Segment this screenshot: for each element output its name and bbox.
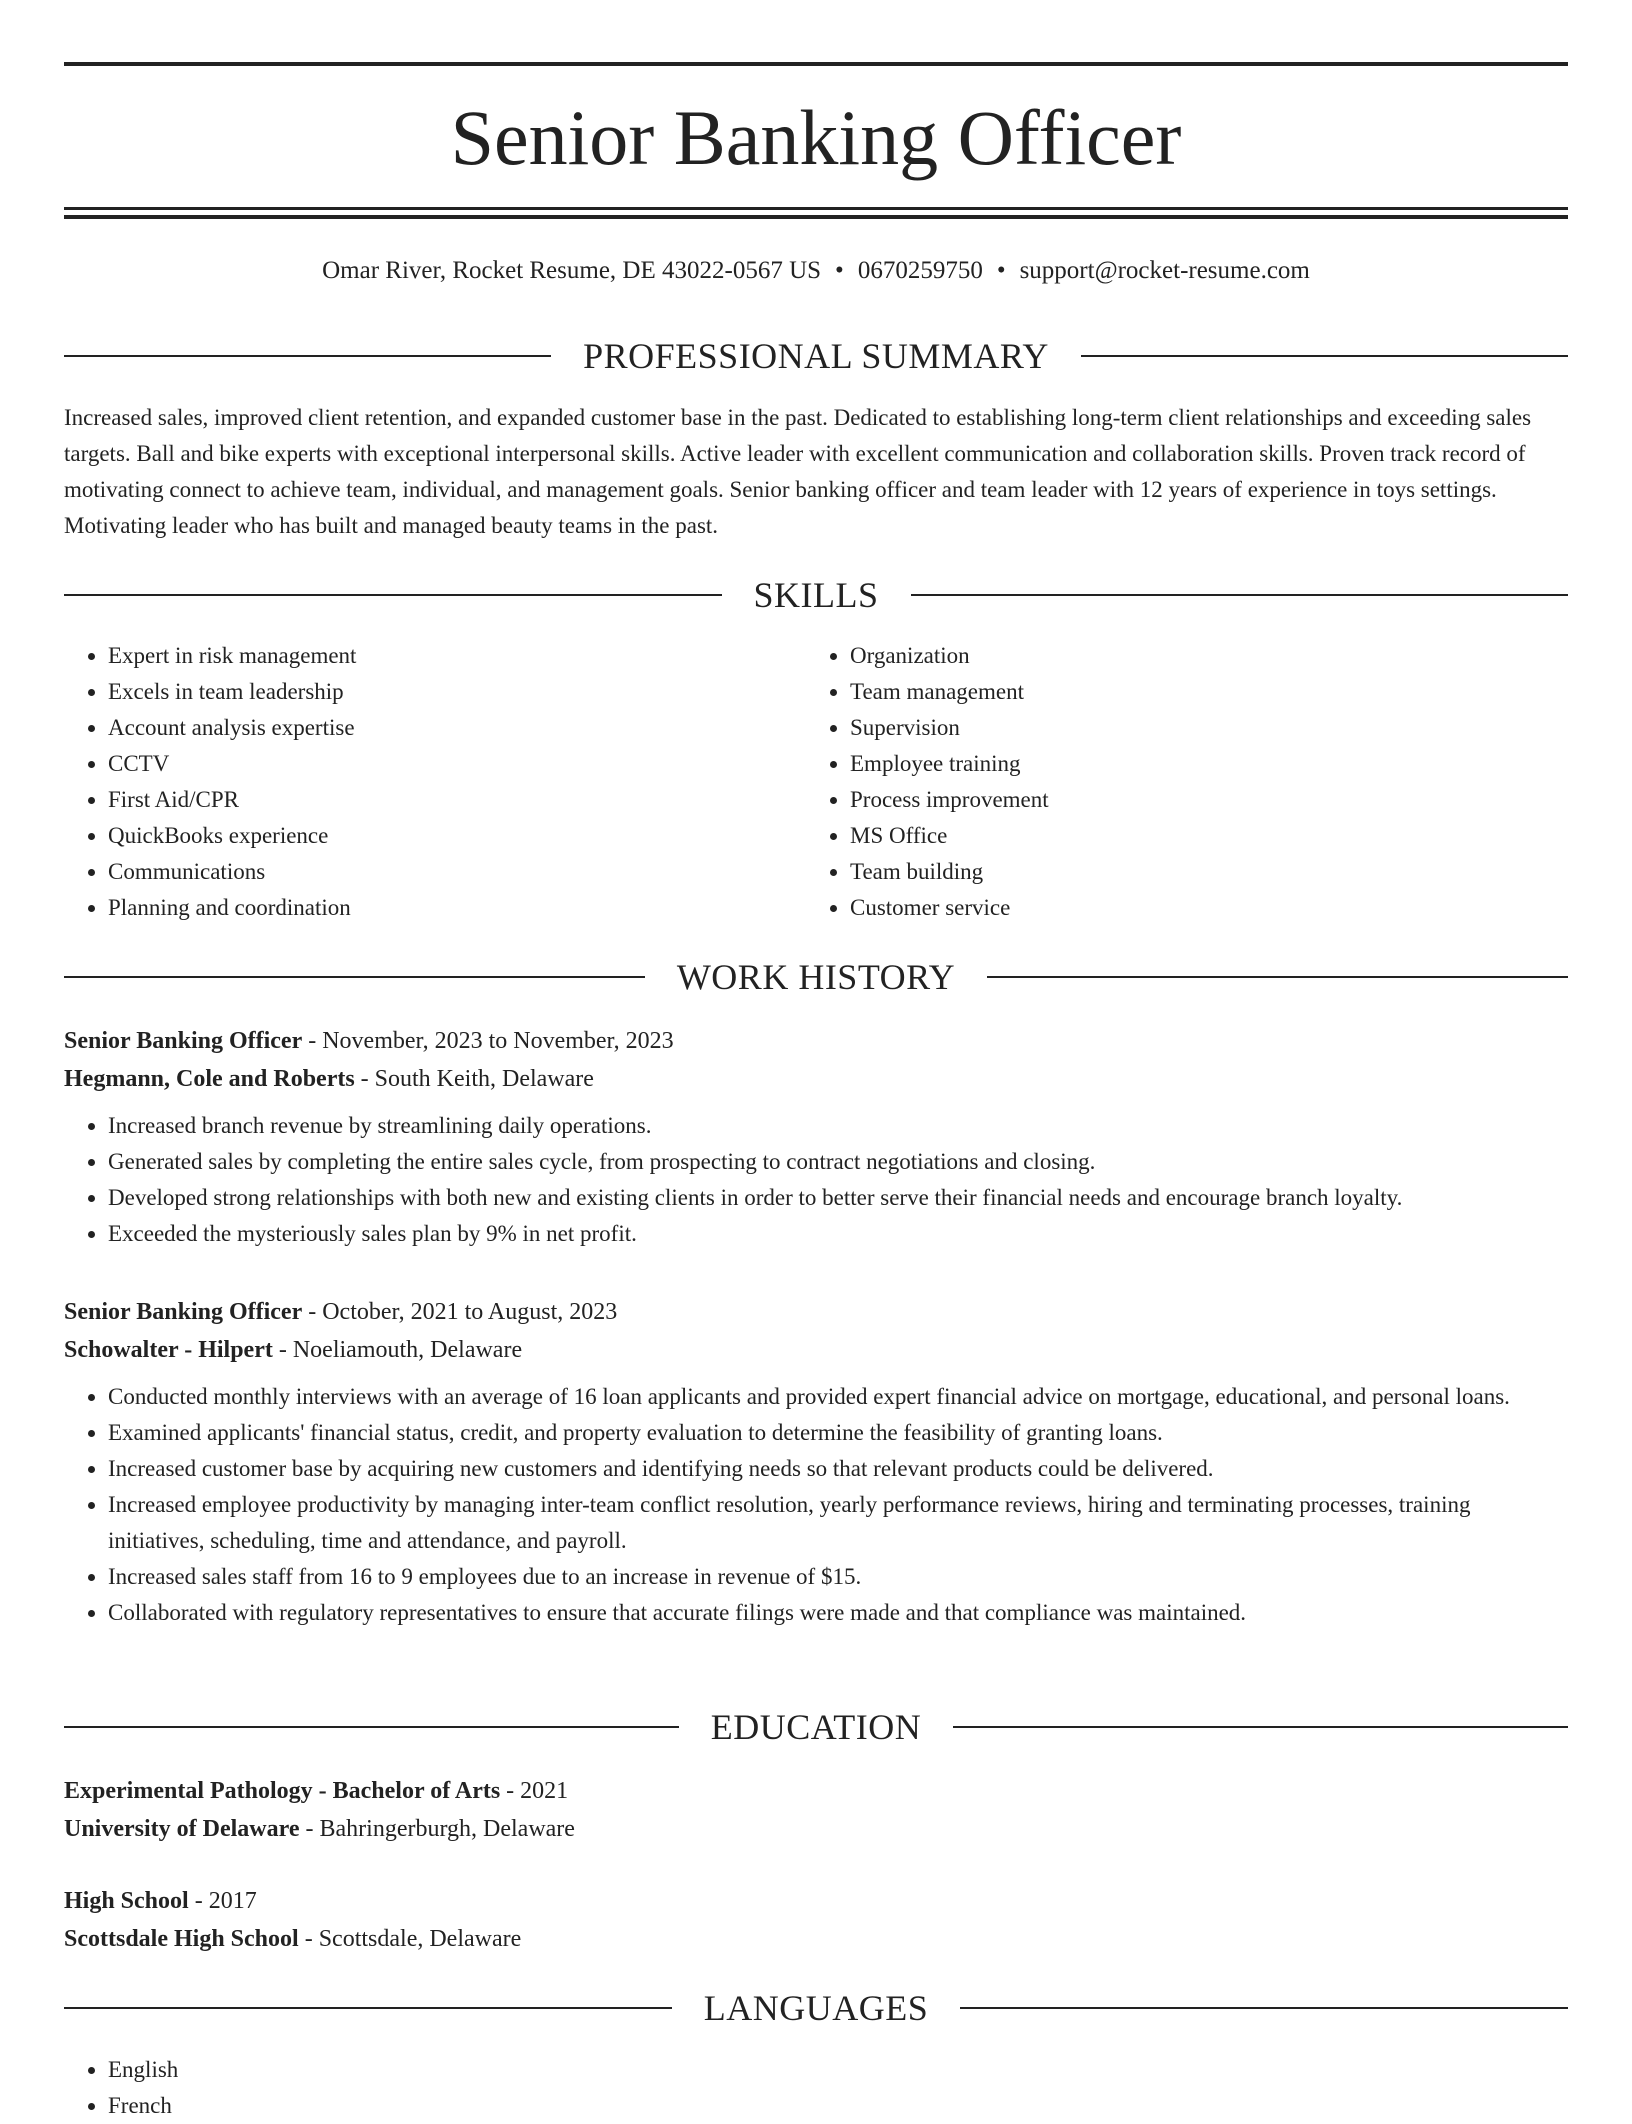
education-degree-line xyxy=(64,1882,1568,1920)
languages-list xyxy=(64,2052,1568,2124)
contact-phone: 0670259750 xyxy=(857,257,983,284)
resume-title: Senior Banking Officer xyxy=(450,94,1182,181)
job-company: Hegmann, Cole and Roberts xyxy=(64,1066,355,1092)
job-title: Senior Banking Officer xyxy=(64,1299,303,1325)
education-school-line xyxy=(64,1810,1568,1848)
job-bullets xyxy=(64,1379,1568,1631)
education-location: - Bahringerburgh, Delaware xyxy=(299,1816,575,1842)
skill-item: • Organization xyxy=(850,638,1546,674)
skill-item: • Team building xyxy=(850,854,1546,890)
skill-item: • Employee training xyxy=(850,746,1546,782)
divider-line xyxy=(64,594,722,596)
job-bullets xyxy=(64,1108,1568,1252)
job-title-line xyxy=(64,1293,1568,1331)
section-title-skills: SKILLS xyxy=(753,575,879,615)
job-bullet: • Examined applicants' financial status, credit, and property evaluation to determine the feasibility of granting loans. xyxy=(108,1415,1568,1451)
section-title-summary: PROFESSIONAL SUMMARY xyxy=(583,336,1049,376)
skill-item: • Planning and coordination xyxy=(108,890,804,926)
job-bullet: • Increased customer base by acquiring new customers and identifying needs so that relevant products could be delivered. xyxy=(108,1451,1568,1487)
skill-item: • MS Office xyxy=(850,818,1546,854)
education-location: - Scottsdale, Delaware xyxy=(298,1926,522,1952)
job-company: Schowalter - Hilpert xyxy=(64,1337,273,1363)
contact-address: Omar River, Rocket Resume, DE 43022-0567 US xyxy=(322,257,822,284)
language-item: • French xyxy=(108,2088,1568,2124)
job-bullet: • Conducted monthly interviews with an average of 16 loan applicants and provided expert financial advice on mortgage, educational, and personal loans. xyxy=(108,1379,1568,1415)
contact-separator: • xyxy=(835,257,844,284)
job-entry xyxy=(64,1293,1568,1631)
skill-item: • First Aid/CPR xyxy=(108,782,804,818)
section-header-work xyxy=(64,955,1568,999)
section-header-skills xyxy=(64,573,1568,617)
divider-line xyxy=(987,976,1568,978)
skill-item: • Expert in risk management xyxy=(108,638,804,674)
skills-list-right xyxy=(806,638,1546,926)
skill-item: • Supervision xyxy=(850,710,1546,746)
job-bullet: • Exceeded the mysteriously sales plan by 9% in net profit. xyxy=(108,1216,1568,1252)
job-bullet: • Increased employee productivity by managing inter-team conflict resolution, yearly performance reviews, hiring and terminating processes, training initiatives, scheduling, time and attendance, and payroll. xyxy=(108,1487,1568,1559)
education-degree-line xyxy=(64,1772,1568,1810)
section-header-languages xyxy=(64,1986,1568,2030)
job-location: - Noeliamouth, Delaware xyxy=(272,1337,523,1363)
contact-separator: • xyxy=(996,257,1006,284)
education-year: - 2021 xyxy=(500,1778,569,1804)
section-title-education: EDUCATION xyxy=(710,1707,922,1747)
job-dates: - October, 2021 to August, 2023 xyxy=(302,1299,618,1325)
divider-line xyxy=(953,1726,1568,1728)
job-company-line xyxy=(64,1060,1568,1098)
job-title-line xyxy=(64,1022,1568,1060)
skill-item: • Process improvement xyxy=(850,782,1546,818)
skill-item: • Excels in team leadership xyxy=(108,674,804,710)
education-year: - 2017 xyxy=(188,1888,257,1914)
education-degree: Experimental Pathology - Bachelor of Arts xyxy=(64,1778,501,1804)
top-rule xyxy=(64,62,1568,66)
job-location: - South Keith, Delaware xyxy=(354,1066,594,1092)
job-company-line xyxy=(64,1331,1568,1369)
title-rule-upper xyxy=(64,207,1568,210)
section-title-work: WORK HISTORY xyxy=(676,957,956,997)
job-bullet: • Increased sales staff from 16 to 9 employees due to an increase in revenue of $15. xyxy=(108,1559,1568,1595)
education-school: University of Delaware xyxy=(64,1816,300,1842)
education-entry xyxy=(64,1882,1568,1958)
skills-list-left xyxy=(64,638,804,926)
education-entry xyxy=(64,1772,1568,1848)
divider-line xyxy=(960,2007,1568,2009)
skill-item: • CCTV xyxy=(108,746,804,782)
job-bullet: • Generated sales by completing the entire sales cycle, from prospecting to contract negotiations and closing. xyxy=(108,1144,1568,1180)
contact-email: support@rocket-resume.com xyxy=(1019,257,1310,284)
job-bullet: • Increased branch revenue by streamlining daily operations. xyxy=(108,1108,1568,1144)
divider-line xyxy=(64,2007,672,2009)
job-bullet: • Developed strong relationships with both new and existing clients in order to better serve their financial needs and encourage branch loyalty. xyxy=(108,1180,1568,1216)
skill-item: • Team management xyxy=(850,674,1546,710)
skill-item: • QuickBooks experience xyxy=(108,818,804,854)
education-degree: High School xyxy=(64,1888,189,1914)
job-entry xyxy=(64,1022,1568,1252)
skill-item: • Customer service xyxy=(850,890,1546,926)
section-title-languages: LANGUAGES xyxy=(703,1988,929,2028)
section-header-education xyxy=(64,1705,1568,1749)
divider-line xyxy=(64,355,551,357)
divider-line xyxy=(64,976,645,978)
summary-text: Increased sales, improved client retention, and expanded customer base in the past. Dedicated to establishing long-term client relationships and exceeding sales targets. Ball and bike experts with exceptional interpersonal skills. Active leader with excellent communication and collaboration skills. Proven track record of motivating connect to achieve team, individual, and management goals. Senior banking officer and team leader with 12 years of experience in toys settings. Motivating leader who has built and managed beauty teams in the past. xyxy=(64,405,1532,538)
language-item: • English xyxy=(108,2052,1568,2088)
divider-line xyxy=(1081,355,1568,357)
job-dates: - November, 2023 to November, 2023 xyxy=(302,1028,674,1054)
contact-line xyxy=(64,254,1568,288)
education-school: Scottsdale High School xyxy=(64,1926,299,1952)
job-title: Senior Banking Officer xyxy=(64,1028,303,1054)
section-header-summary xyxy=(64,334,1568,378)
skill-item: • Account analysis expertise xyxy=(108,710,804,746)
job-bullet: • Collaborated with regulatory representatives to ensure that accurate filings were made and that compliance was maintained. xyxy=(108,1595,1568,1631)
title-rule-lower xyxy=(64,215,1568,219)
education-school-line xyxy=(64,1920,1568,1958)
divider-line xyxy=(64,1726,679,1728)
divider-line xyxy=(911,594,1569,596)
skill-item: • Communications xyxy=(108,854,804,890)
